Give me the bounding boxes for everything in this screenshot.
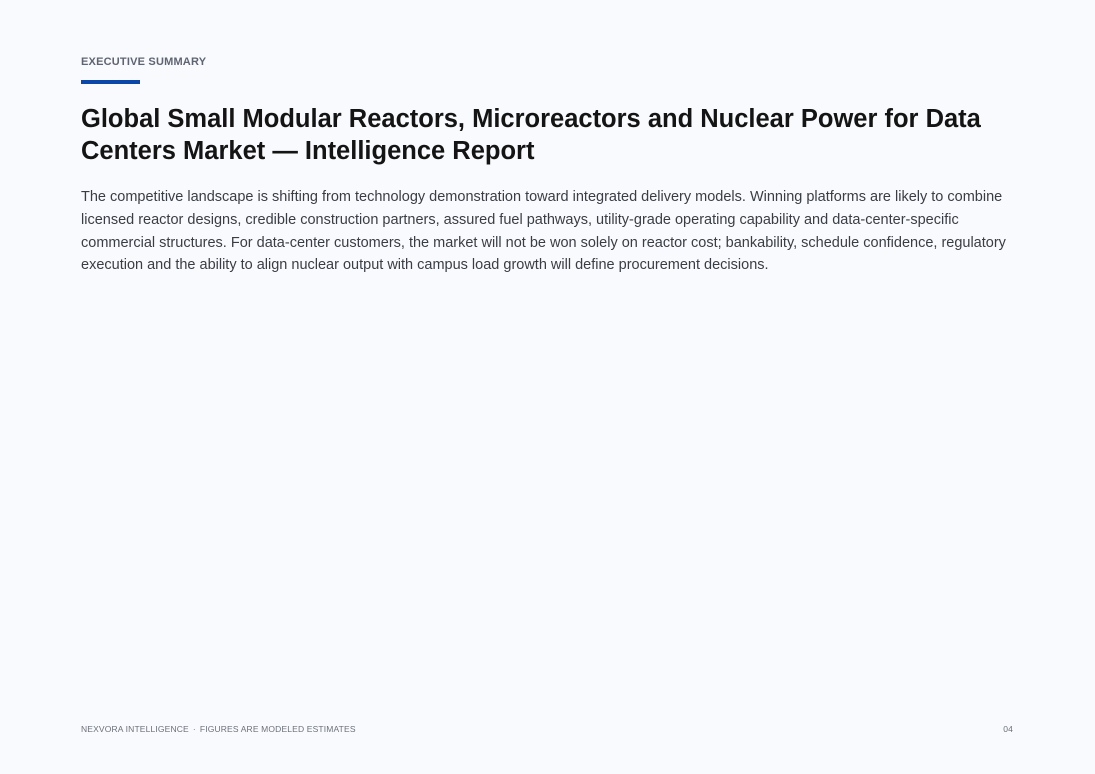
accent-divider <box>81 80 140 84</box>
footer-credit <box>81 724 356 734</box>
footer-brand: NEXVORA INTELLIGENCE <box>81 724 189 734</box>
report-page <box>81 0 1013 774</box>
executive-summary-text: The competitive landscape is shifting from technology demonstration toward integrated delivery models. Winning platforms are likely to combine licensed reactor designs, credible construction partners, assured fuel pathways, utility-grade operating capability and data-center-specific commercial structures. For data-center customers, the market will not be won solely on reactor cost; bankability, schedule confidence, regulatory execution and the ability to align nuclear output with campus load growth will define procurement decisions. <box>81 189 1006 274</box>
footer-separator: · <box>192 724 196 734</box>
footer-note: FIGURES ARE MODELED ESTIMATES <box>199 724 356 734</box>
report-title: Global Small Modular Reactors, Microreactors and Nuclear Power for Data Centers Market — Intelligence Report <box>81 105 981 165</box>
section-label: EXECUTIVE SUMMARY <box>81 56 207 68</box>
page-number: 04 <box>1003 724 1013 734</box>
